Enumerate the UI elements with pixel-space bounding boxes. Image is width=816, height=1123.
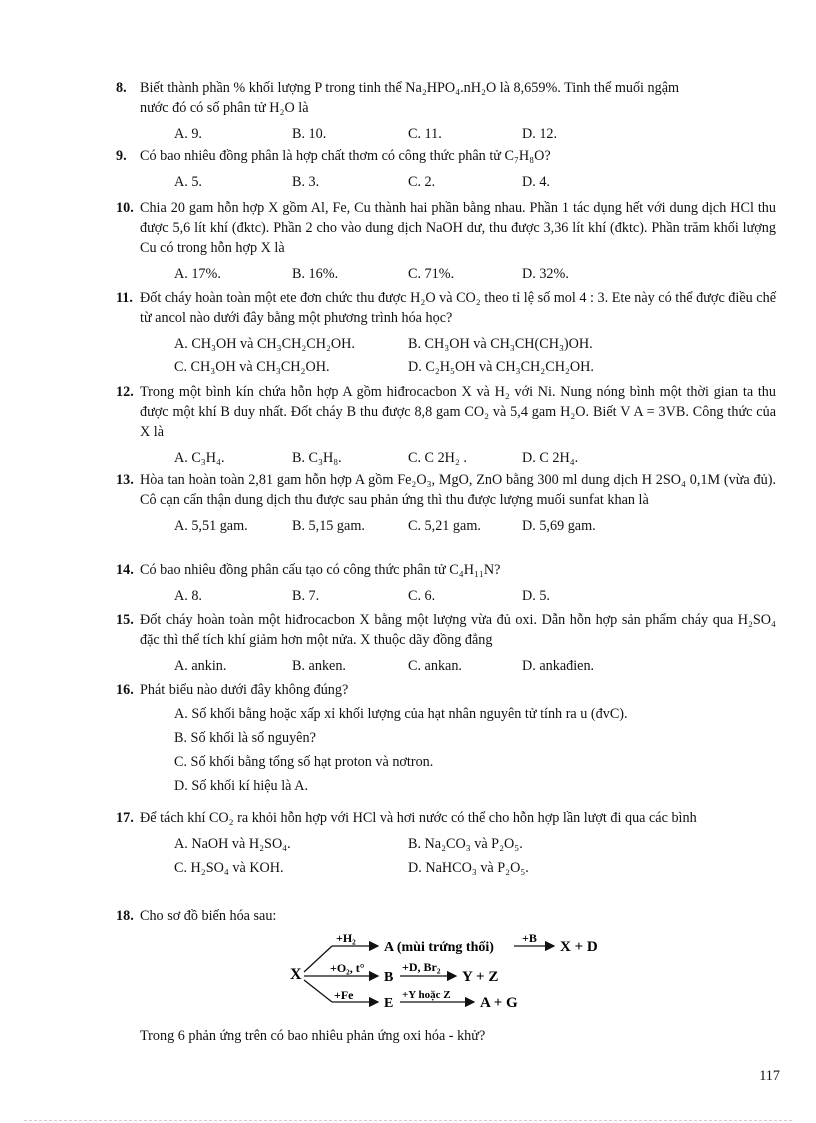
product-e: E bbox=[384, 996, 394, 1011]
option-a: A. C₃H₄. bbox=[174, 450, 225, 466]
option-a: A. 8. bbox=[174, 588, 202, 604]
option-b: B. CH₃OH và CH₃CH(CH₃)OH. bbox=[408, 336, 593, 352]
product-a: A (mùi trứng thối) bbox=[384, 940, 494, 955]
product-a-g: A + G bbox=[480, 995, 518, 1011]
option-d: D. Số khối kí hiệu là A. bbox=[174, 778, 308, 794]
option-b: B. anken. bbox=[292, 658, 346, 674]
reaction-scheme-diagram bbox=[286, 928, 626, 1014]
question-11 bbox=[116, 288, 776, 377]
option-b: B. C₃H₈. bbox=[292, 450, 342, 466]
option-c: C. ankan. bbox=[408, 658, 462, 674]
question-line: Biết thành phần % khối lượng P trong tinh thể Na₂HPO₄.nH₂O là 8,659%. Tinh thể muối ngậm bbox=[140, 80, 680, 96]
options-row bbox=[116, 586, 776, 606]
option-b: B. 3. bbox=[292, 174, 320, 190]
question-text: Chia 20 gam hỗn hợp X gồm Al, Fe, Cu thành hai phần bằng nhau. Phần 1 tác dụng hết với dung dịch HCl thu được 5,6 lít khí (đktc). Phần 2 cho vào dung dịch NaOH dư, thu được 3,36 lít khí (đktc). Phần trăm khối lượng Cu có trong hỗn hợp X là bbox=[140, 200, 776, 256]
page-number: 117 bbox=[759, 1068, 780, 1084]
reagent-d-br2: +D, Br₂ bbox=[402, 960, 441, 974]
question-number: 17. bbox=[116, 810, 134, 826]
option-b: B. 7. bbox=[292, 588, 320, 604]
reagent-fe: +Fe bbox=[334, 988, 354, 1002]
question-number: 16. bbox=[116, 682, 134, 698]
question-text: Trong một bình kín chứa hỗn hợp A gồm hiđrocacbon X và H₂ với Ni. Nung nóng bình một thời gian ta thu được một khí B duy nhất. Đốt cháy B thu được 8,8 gam CO₂ và 5,4 gam H₂O. Biết V A = 3VB. Công thức của X là bbox=[140, 384, 776, 440]
option-d: D. C₂H₅OH và CH₃CH₂CH₂OH. bbox=[408, 359, 594, 375]
options-row bbox=[116, 264, 776, 284]
option-d: D. 4. bbox=[522, 174, 550, 190]
question-8 bbox=[116, 78, 776, 144]
question-text: Trong 6 phản ứng trên có bao nhiêu phản ứng oxi hóa - khử? bbox=[140, 1028, 486, 1044]
question-number: 14. bbox=[116, 562, 134, 578]
reagent-y-or-z: +Y hoặc Z bbox=[402, 989, 451, 1001]
question-number: 9. bbox=[116, 148, 127, 164]
question-number: 13. bbox=[116, 472, 134, 488]
options-row bbox=[116, 448, 776, 468]
reagent-b: +B bbox=[522, 931, 537, 945]
option-a: A. 5. bbox=[174, 174, 202, 190]
question-number: 10. bbox=[116, 200, 134, 216]
options-row bbox=[116, 172, 776, 192]
option-b: B. Số khối là số nguyên? bbox=[174, 730, 316, 746]
question-text: Để tách khí CO₂ ra khỏi hỗn hợp với HCl và hơi nước có thể cho hỗn hợp lần lượt đi qua các bình bbox=[140, 810, 697, 826]
options-row bbox=[116, 124, 776, 144]
option-c: C. 11. bbox=[408, 126, 442, 142]
question-text: Đốt cháy hoàn toàn một hiđrocacbon X bằng một lượng vừa đủ oxi. Dẫn hỗn hợp sản phẩm cháy qua H₂SO₄ đặc thì thể tích khí giảm hơn một nửa. X thuộc dãy đồng đẳng bbox=[140, 612, 776, 648]
question-text bbox=[140, 78, 776, 118]
option-c: C. 71%. bbox=[408, 266, 455, 282]
option-b: B. 16%. bbox=[292, 266, 339, 282]
question-text: Đốt cháy hoàn toàn một ete đơn chức thu được H₂O và CO₂ theo tỉ lệ số mol 4 : 3. Ete này có thể được điều chế từ ancol nào dưới đây bằng một phương trình hóa học? bbox=[140, 290, 776, 326]
option-d: D. NaHCO₃ và P₂O₅. bbox=[408, 860, 529, 876]
question-text: Cho sơ đồ biến hóa sau: bbox=[140, 908, 277, 924]
reagent-h2: +H₂ bbox=[336, 931, 356, 945]
option-a: A. 17%. bbox=[174, 266, 221, 282]
option-b: B. 10. bbox=[292, 126, 327, 142]
question-text: Có bao nhiêu đồng phân cấu tạo có công thức phân tử C₄H₁₁N? bbox=[140, 562, 501, 578]
option-d: D. ankađien. bbox=[522, 658, 595, 674]
product-y-z: Y + Z bbox=[462, 969, 499, 985]
question-text: Phát biểu nào dưới đây không đúng? bbox=[140, 682, 349, 698]
option-a: A. NaOH và H₂SO₄. bbox=[174, 836, 291, 852]
question-number: 11. bbox=[116, 290, 133, 306]
question-10 bbox=[116, 198, 776, 284]
scheme-start: X bbox=[290, 966, 302, 983]
option-c: C. Số khối bằng tổng số hạt proton và nơtron. bbox=[174, 754, 434, 770]
options-row bbox=[116, 858, 776, 878]
question-12 bbox=[116, 382, 776, 468]
question-17 bbox=[116, 808, 776, 878]
option-a: A. 9. bbox=[174, 126, 202, 142]
option-c: C. 5,21 gam. bbox=[408, 518, 481, 534]
page-bottom-rule bbox=[24, 1120, 792, 1121]
option-c: C. CH₃OH và CH₃CH₂OH. bbox=[174, 359, 330, 375]
option-a: A. 5,51 gam. bbox=[174, 518, 248, 534]
option-d: D. 5,69 gam. bbox=[522, 518, 596, 534]
option-a: A. ankin. bbox=[174, 658, 227, 674]
question-18-prompt bbox=[116, 1026, 776, 1046]
reagent-o2: +O₂, t° bbox=[330, 961, 365, 975]
option-c: C. 2. bbox=[408, 174, 436, 190]
option-c: C. H₂SO₄ và KOH. bbox=[174, 860, 284, 876]
option-d: D. 5. bbox=[522, 588, 550, 604]
question-14 bbox=[116, 560, 776, 606]
option-d: D. 32%. bbox=[522, 266, 569, 282]
question-text: Có bao nhiêu đồng phân là hợp chất thơm có công thức phân tử C₇H₈O? bbox=[140, 148, 551, 164]
options-row bbox=[116, 516, 776, 536]
option-c: C. 6. bbox=[408, 588, 436, 604]
question-13 bbox=[116, 470, 776, 536]
question-16 bbox=[116, 680, 776, 796]
option-b: B. Na₂CO₃ và P₂O₅. bbox=[408, 836, 523, 852]
options-row bbox=[116, 834, 776, 854]
question-9 bbox=[116, 146, 776, 192]
question-text: Hòa tan hoàn toàn 2,81 gam hỗn hợp A gồm Fe₂O₃, MgO, ZnO bằng 300 ml dung dịch H 2SO₄ 0,1M (vừa đủ). Cô cạn cẩn thận dung dịch thu được sau phản ứng thì thu được lượng muối sunfat khan là bbox=[140, 472, 776, 508]
product-x-d: X + D bbox=[560, 939, 598, 955]
question-18 bbox=[116, 906, 776, 926]
option-d: D. C 2H₄. bbox=[522, 450, 579, 466]
question-number: 18. bbox=[116, 908, 134, 924]
product-b: B bbox=[384, 970, 394, 985]
option-b: B. 5,15 gam. bbox=[292, 518, 365, 534]
question-line: nước đó có số phân tử H₂O là bbox=[140, 100, 309, 116]
question-number: 15. bbox=[116, 612, 134, 628]
options-row bbox=[116, 357, 776, 377]
question-number: 12. bbox=[116, 384, 134, 400]
question-number: 8. bbox=[116, 80, 127, 96]
question-15 bbox=[116, 610, 776, 676]
option-d: D. 12. bbox=[522, 126, 558, 142]
branch-line-1 bbox=[304, 946, 332, 972]
option-a: A. CH₃OH và CH₃CH₂CH₂OH. bbox=[174, 336, 355, 352]
options-row bbox=[116, 334, 776, 354]
option-a: A. Số khối bằng hoặc xấp xỉ khối lượng của hạt nhân nguyên tử tính ra u (đvC). bbox=[174, 706, 628, 722]
branch-line-3 bbox=[304, 980, 332, 1002]
option-c: C. C 2H₂ . bbox=[408, 450, 467, 466]
options-row bbox=[116, 656, 776, 676]
